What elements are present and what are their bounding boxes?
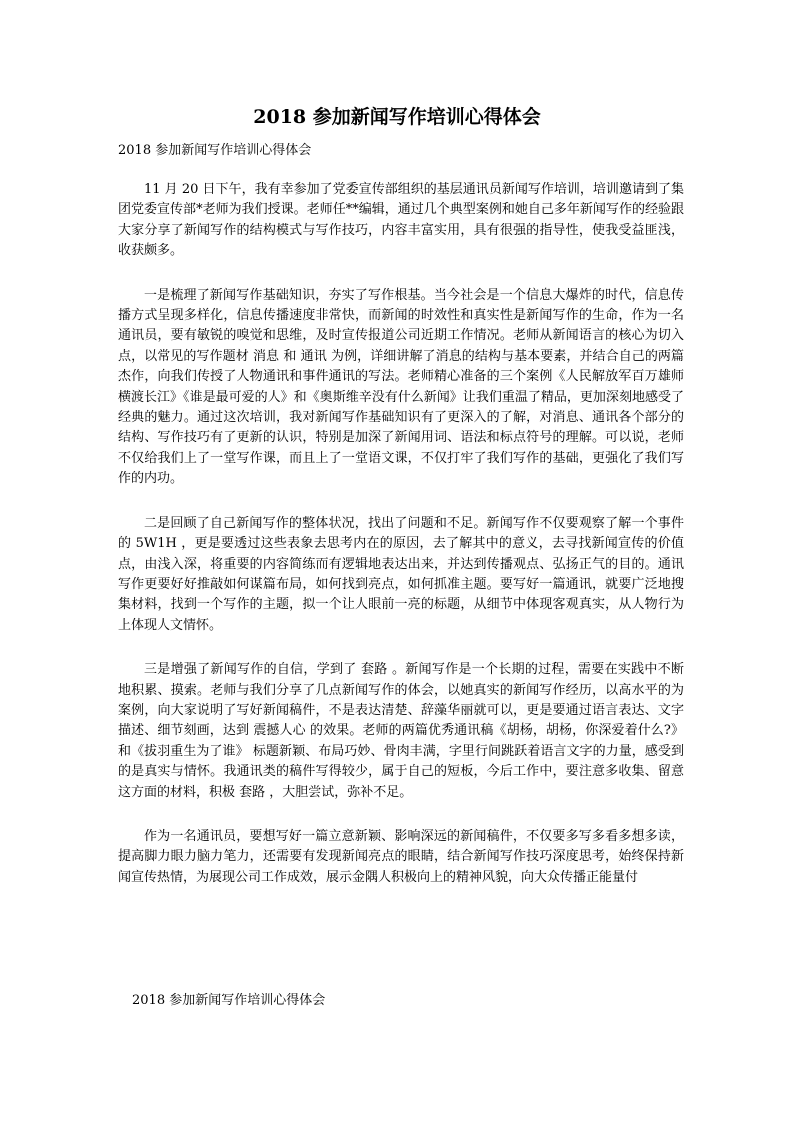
document-body <box>118 180 684 912</box>
document-title: 2018 参加新闻写作培训心得体会 <box>253 106 541 128</box>
paragraph-point-two: 二是回顾了自己新闻写作的整体状况，找出了问题和不足。新闻写作不仅要观察了解一个事件的 5W1H ，更是要透过这些表象去思考内在的原因，去了解其中的意义，去寻找新闻宣传的价值点，由浅入深，将重要的内容简练而有逻辑地表达出来，并达到传播观点、弘扬正气的目的。通讯写作更要好好推敲如何谋篇布局，如何找到亮点，如何抓准主题。要写好一篇通讯，就要广泛地搜集材料，找到一个写作的主题，拟一个让人眼前一亮的标题，从细节中体现客观真实，从人物行为上体现人文情怀。 <box>118 515 684 633</box>
paragraph-point-one: 一是梳理了新闻写作基础知识，夯实了写作根基。当今社会是一个信息大爆炸的时代，信息传播方式呈现多样化，信息传播速度非常快，而新闻的时效性和真实性是新闻写作的生命，作为一名通讯员，要有敏锐的嗅觉和思维，及时宣传报道公司近期工作情况。老师从新闻语言的核心为切入点，以常见的写作题材 消息 和 通讯 为例，详细讲解了消息的结构与基本要素，并结合自己的两篇杰作，向我们传授了人物通讯和事件通讯的写法。老师精心准备的三个案例《人民解放军百万雄师横渡长江》《谁是最可爱的人》和《奥斯维辛没有什么新闻》让我们重温了精品，更加深刻地感受了经典的魅力。通过这次培训，我对新闻写作基础知识有了更深入的了解，对消息、通讯各个部分的结构、写作技巧有了更新的认识，特别是加深了新闻用词、语法和标点符号的理解。可以说，老师不仅给我们上了一堂写作课，而且上了一堂语文课，不仅打牢了我们写作的基础，更强化了我们写作的内功。 <box>118 287 684 487</box>
document-footer: 2018 参加新闻写作培训心得体会 <box>132 993 326 1008</box>
paragraph-intro: 11 月 20 日下午，我有幸参加了党委宣传部组织的基层通讯员新闻写作培训，培训邀请到了集团党委宣传部*老师为我们授课。老师任**编辑，通过几个典型案例和她自己多年新闻写作的经验跟大家分享了新闻写作的结构模式与写作技巧，内容丰富实用，具有很强的指导性，使我受益匪浅，收获颇多。 <box>118 182 684 259</box>
paragraph-conclusion: 作为一名通讯员，要想写好一篇立意新颖、影响深远的新闻稿件，不仅要多写多看多想多读，提高脚力眼力脑力笔力，还需要有发现新闻亮点的眼睛，结合新闻写作技巧深度思考，始终保持新闻宣传热情，为展现公司工作成效，展示金隅人积极向上的精神风貌，向大众传播正能量付 <box>118 828 684 885</box>
document-subtitle: 2018 参加新闻写作培训心得体会 <box>118 143 312 158</box>
paragraph-point-three: 三是增强了新闻写作的自信，学到了 套路 。新闻写作是一个长期的过程，需要在实践中不断地积累、摸索。老师与我们分享了几点新闻写作的体会，以她真实的新闻写作经历，以高水平的为案例，向大家说明了写好新闻稿件，不是表达清楚、辞藻华丽就可以，更是要通过语言表达、文字描述、细节刻画，达到 震撼人心 的效果。老师的两篇优秀通讯稿《胡杨，胡杨，你深爱着什么?》和《拔羽重生为了谁》 标题新颖、布局巧妙、骨肉丰满，字里行间跳跃着语言文字的力量，感受到的是真实与情怀。我通讯类的稿件写得较少，属于自己的短板，今后工作中，要注意多收集、留意这方面的材料，积极 套路 ，大胆尝试，弥补不足。 <box>118 662 684 800</box>
